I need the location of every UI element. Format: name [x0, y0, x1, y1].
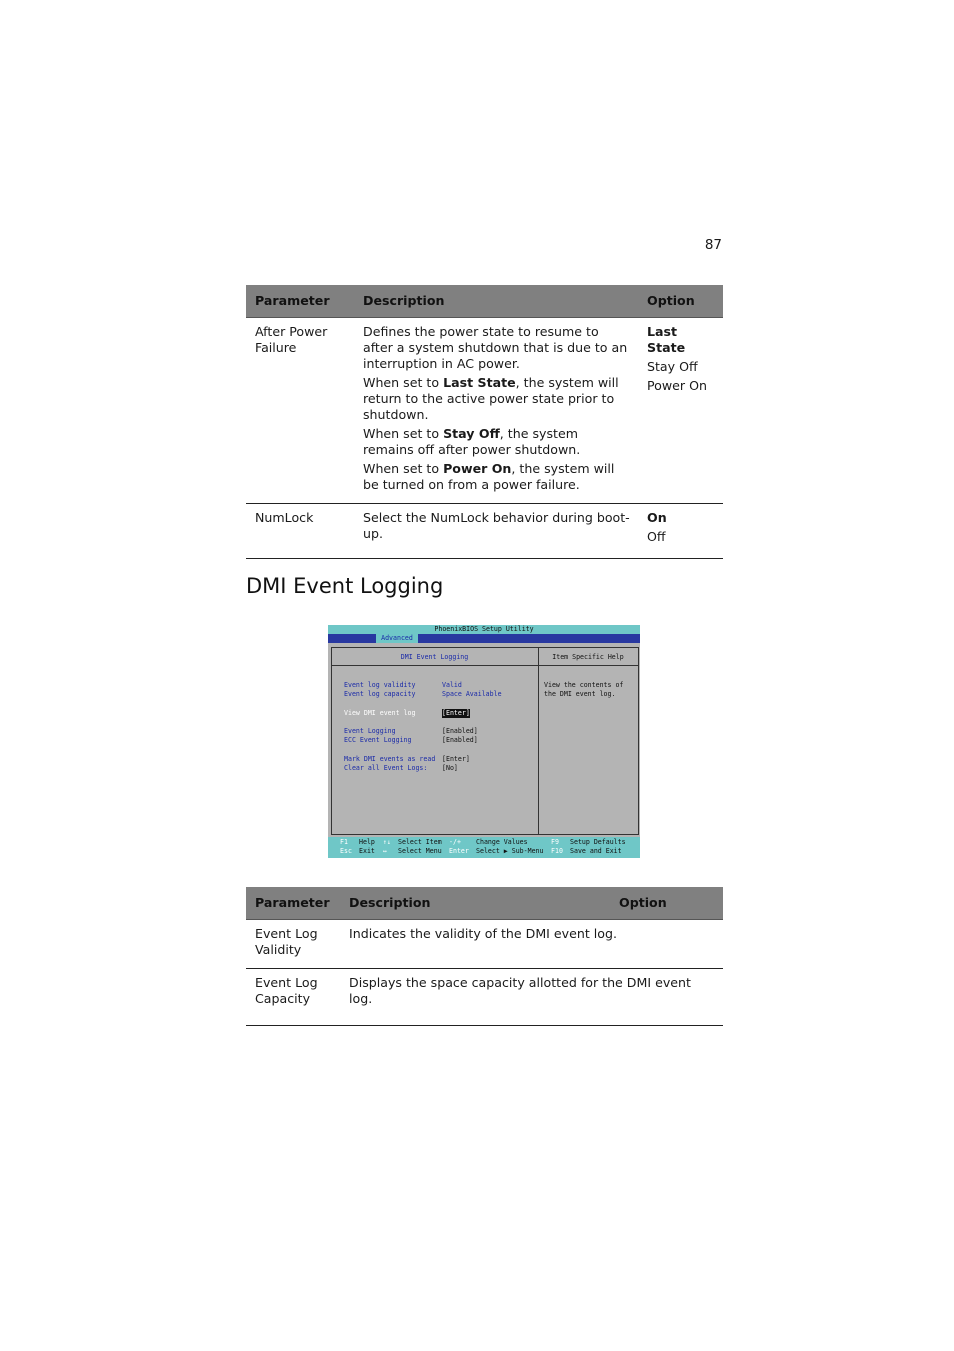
description-text: Select the NumLock behavior during boot-up.	[363, 510, 630, 541]
table-row	[246, 969, 723, 1026]
description-paragraph	[363, 324, 632, 372]
description-emphasis: Power On	[443, 461, 512, 476]
key-plus-minus: -/+	[449, 838, 461, 846]
bios-screenshot	[328, 625, 640, 858]
table-row	[246, 504, 723, 559]
key-desc: Select ▶ Sub-Menu	[476, 847, 544, 855]
bios-divider	[538, 647, 539, 835]
table-header-row	[246, 285, 723, 318]
header-description: Description	[354, 285, 638, 318]
description-text: When set to	[363, 375, 444, 390]
header-option: Option	[638, 285, 723, 318]
header-option: Option	[610, 887, 723, 920]
bios-item-label: Mark DMI events as read	[344, 755, 436, 763]
key-desc: Select Item	[398, 838, 442, 846]
parameter-name: After Power Failure	[255, 324, 328, 355]
description-text: , the system remains off after power shutdown.	[363, 426, 581, 457]
description-emphasis: Last State	[443, 375, 516, 390]
description-cell: Indicates the validity of the DMI event log.	[340, 920, 723, 969]
key-desc: Exit	[359, 847, 375, 855]
bios-item-value: [Enter]	[442, 709, 470, 717]
description-text: , the system will return to the active power state prior to shutdown.	[363, 375, 619, 422]
bios-item-value: [Enter]	[442, 755, 470, 763]
table-row	[246, 920, 723, 969]
bios-item-value: Valid	[442, 681, 462, 689]
bios-item-value: [Enabled]	[442, 727, 478, 735]
parameter-cell	[246, 504, 354, 559]
bios-item-label: Clear all Event Logs:	[344, 764, 428, 772]
header-description: Description	[340, 887, 610, 920]
key-desc: Setup Defaults	[570, 838, 626, 846]
bios-item-value: Space Available	[442, 690, 502, 698]
parameter-cell	[246, 318, 354, 504]
description-cell	[354, 504, 638, 559]
dmi-parameter-table	[246, 887, 723, 1026]
description-cell: Displays the space capacity allotted for the DMI event log.	[340, 969, 723, 1026]
bios-item-label: View DMI event log	[344, 709, 416, 717]
header-parameter: Parameter	[246, 285, 354, 318]
description-paragraph	[363, 375, 632, 423]
bios-item-value: [Enabled]	[442, 736, 478, 744]
description-text: Defines the power state to resume to after a system shutdown that is due to an interruption in AC power.	[363, 324, 628, 371]
description-cell	[354, 318, 638, 504]
bios-parameter-table	[246, 285, 723, 559]
page-number: 87	[704, 237, 722, 253]
key-desc: Select Menu	[398, 847, 442, 855]
description-text: , the system will be turned on from a power failure.	[363, 461, 615, 492]
bios-tab-advanced[interactable]: Advanced	[376, 634, 418, 643]
bios-title: PhoenixBIOS Setup Utility	[328, 625, 640, 634]
option-value: Off	[647, 529, 666, 544]
bios-item-label: Event log validity	[344, 681, 416, 689]
bios-header-divider	[331, 665, 638, 666]
table-row	[246, 318, 723, 504]
key-desc: Change Values	[476, 838, 528, 846]
bios-item-label: ECC Event Logging	[344, 736, 412, 744]
key-arrows-leftright: ↔	[383, 847, 387, 855]
header-parameter: Parameter	[246, 887, 340, 920]
option-value: Power On	[647, 378, 707, 393]
section-title: DMI Event Logging	[246, 574, 444, 598]
bios-help-text: View the contents of the DMI event log.	[544, 681, 624, 698]
bios-item-label: Event Logging	[344, 727, 396, 735]
table-header-row	[246, 887, 723, 920]
key-f10: F10	[551, 847, 563, 855]
key-enter: Enter	[449, 847, 469, 855]
description-paragraph	[363, 426, 632, 458]
description-text: When set to	[363, 426, 444, 441]
option-default: On	[647, 510, 667, 525]
parameter-cell: Event Log Validity	[246, 920, 340, 969]
parameter-name: NumLock	[255, 510, 314, 525]
key-f1: F1	[340, 838, 348, 846]
parameter-cell: Event Log Capacity	[246, 969, 340, 1026]
key-desc: Save and Exit	[570, 847, 622, 855]
option-cell	[638, 504, 723, 559]
key-esc: Esc	[340, 847, 352, 855]
description-paragraph	[363, 510, 632, 542]
bios-footer	[328, 837, 640, 858]
description-text: When set to	[363, 461, 444, 476]
option-value: Stay Off	[647, 359, 698, 374]
key-desc: Help	[359, 838, 375, 846]
bios-left-title: DMI Event Logging	[400, 653, 469, 661]
key-arrows-updown: ↑↓	[383, 838, 391, 846]
bios-item-value: [No]	[442, 764, 458, 772]
option-default: Last State	[647, 324, 686, 355]
key-f9: F9	[551, 838, 559, 846]
option-cell	[638, 318, 723, 504]
description-emphasis: Stay Off	[443, 426, 500, 441]
description-paragraph	[363, 461, 632, 493]
bios-item-label: Event log capacity	[344, 690, 416, 698]
bios-right-title: Item Specific Help	[552, 653, 624, 661]
bios-menubar	[328, 634, 640, 643]
